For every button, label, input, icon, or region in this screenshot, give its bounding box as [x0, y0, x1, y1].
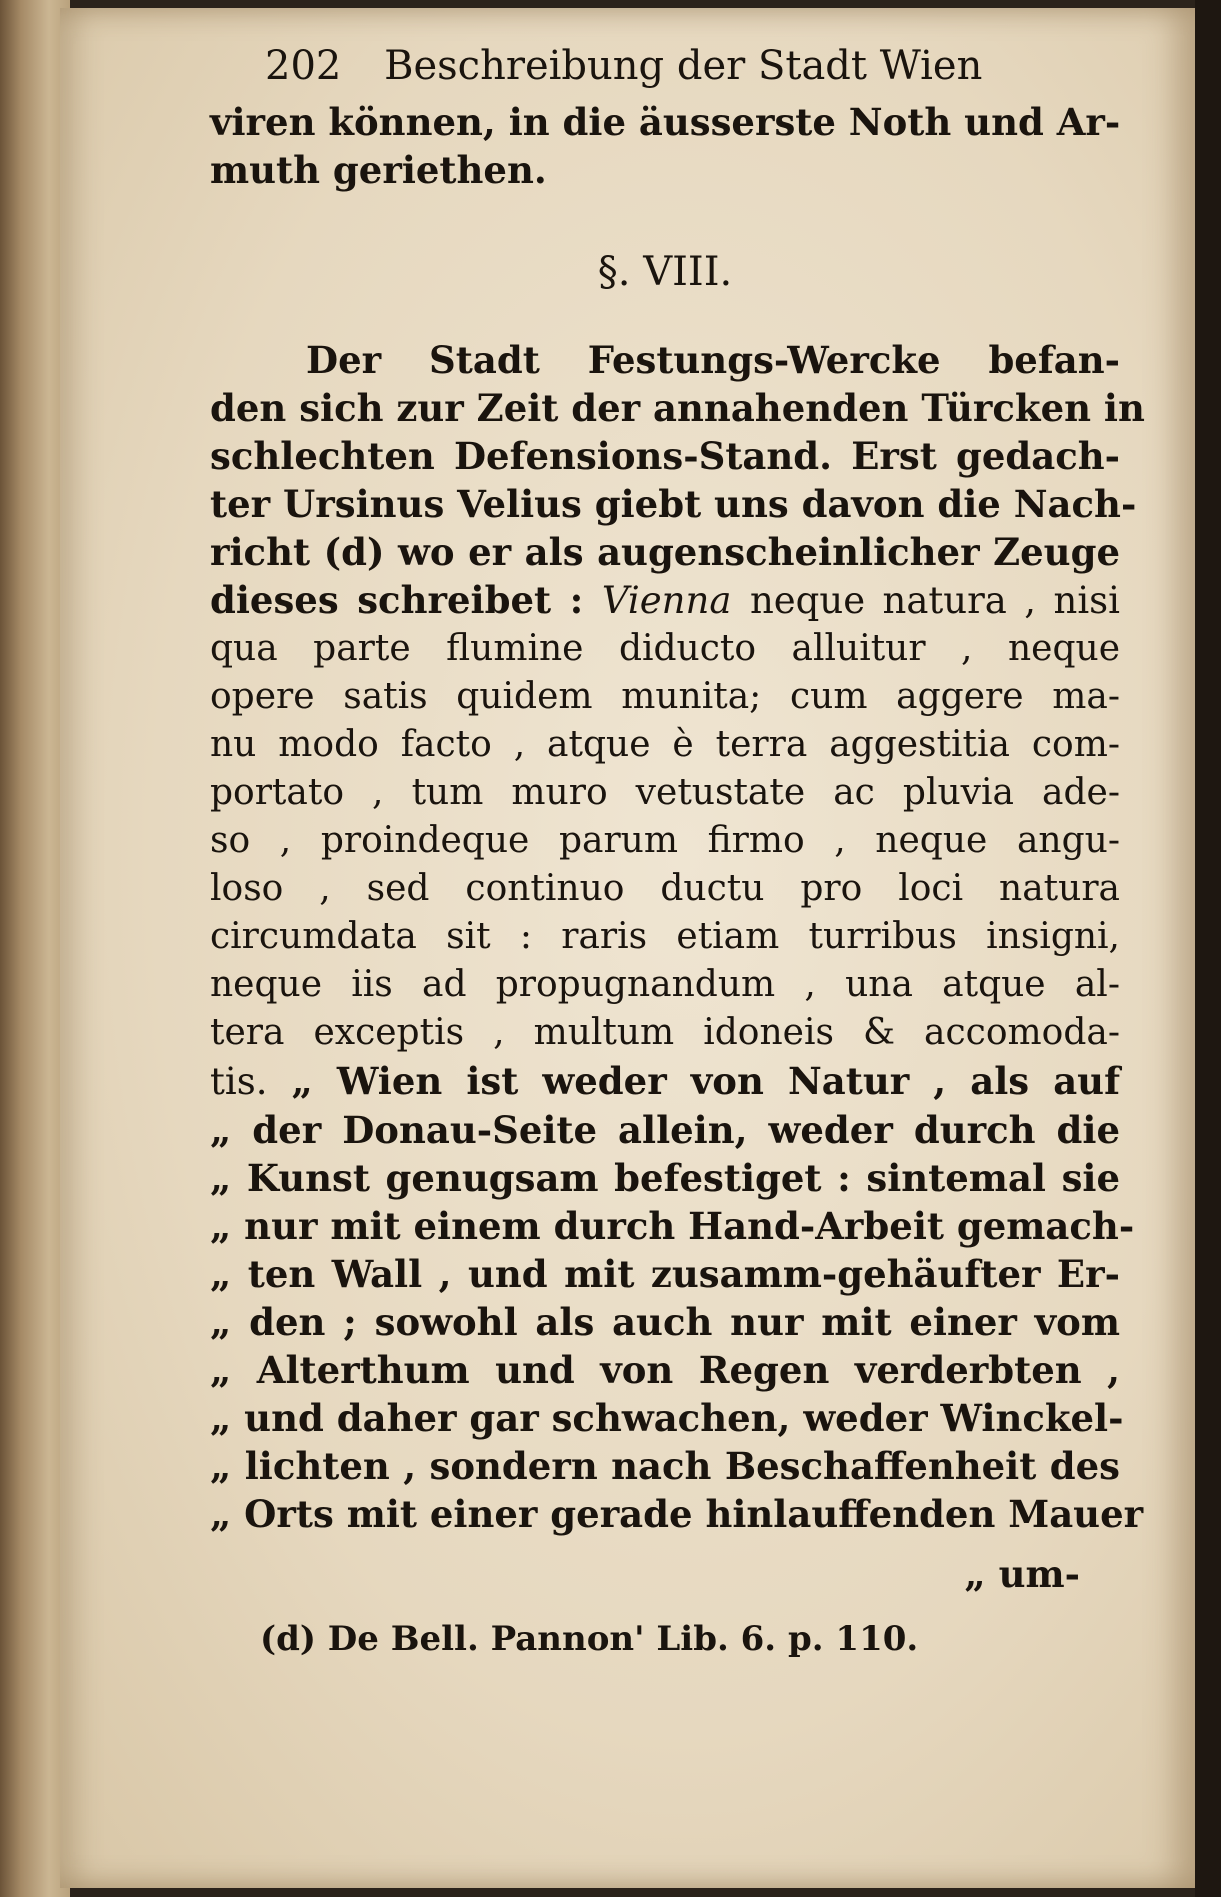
quote-line: „ ten Wall , und mit zusamm-gehäufter Er-	[210, 1252, 1120, 1296]
text-line: schlechten Defensions-Stand. Erst gedach-	[210, 434, 1120, 478]
latin-line: loso , sed continuo ductu pro loci natura	[210, 868, 1120, 909]
quote-line: „ nur mit einem durch Hand-Arbeit gemach-	[210, 1204, 1135, 1248]
latin-line: opere satis quidem munita; cum aggere ma-	[210, 676, 1120, 717]
german-fragment: dieses schreibet :	[210, 578, 584, 622]
quote-line: „ den ; sowohl als auch nur mit einer vom	[210, 1300, 1120, 1344]
german-fragment: „ Wien ist weder von Natur , als auf	[291, 1059, 1120, 1103]
running-header	[210, 40, 1120, 92]
quote-line: „ Alterthum und von Regen verderbten ,	[210, 1348, 1120, 1392]
quote-line: „ Kunst genugsam befestiget : sintemal sie	[210, 1156, 1120, 1200]
text-line: den sich zur Zeit der annahenden Türcken in	[210, 386, 1145, 430]
latin-line: qua parte flumine diducto alluitur , neque	[210, 628, 1120, 669]
latin-italic-word: Vienna	[601, 579, 732, 622]
catchword: „ um-	[964, 1552, 1080, 1596]
text-line: Der Stadt Festungs-Wercke befan-	[306, 338, 1120, 382]
latin-line: tera exceptis , multum idoneis & accomoda-	[210, 1012, 1120, 1053]
section-heading: §. VIII.	[597, 249, 733, 295]
latin-fragment: neque natura , nisi	[749, 579, 1120, 622]
quote-line: „ Orts mit einer gerade hinlauffenden Mauer	[210, 1492, 1144, 1536]
text-line: viren können, in die äusserste Noth und Ar-	[210, 100, 1121, 144]
running-title: Beschreibung der Stadt Wien	[384, 43, 983, 89]
latin-line: circumdata sit : raris etiam turribus insigni,	[210, 916, 1120, 957]
quote-line: „ der Donau-Seite allein, weder durch die	[210, 1108, 1120, 1152]
latin-line: so , proindeque parum firmo , neque angu-	[210, 820, 1120, 861]
text-line: muth geriethen.	[210, 148, 547, 192]
text-line: richt (d) wo er als augenscheinlicher Zeuge	[210, 530, 1120, 574]
footnote: (d) De Bell. Pannon' Lib. 6. p. 110.	[260, 1619, 919, 1659]
latin-line: nu modo facto , atque è terra aggestitia com-	[210, 724, 1120, 765]
latin-fragment: tis.	[210, 1060, 268, 1103]
text-line	[210, 576, 1120, 625]
page-text	[210, 40, 1145, 1664]
quote-line: „ und daher gar schwachen, weder Winckel-	[210, 1396, 1124, 1440]
latin-line: portato , tum muro vetustate ac pluvia ade-	[210, 772, 1120, 813]
quote-line: „ lichten , sondern nach Beschaffenheit des	[210, 1444, 1120, 1488]
book-right-edge	[1195, 0, 1221, 1897]
latin-line: neque iis ad propugnandum , una atque al-	[210, 964, 1120, 1005]
text-line: ter Ursinus Velius giebt uns davon die Nach-	[210, 482, 1137, 526]
text-line	[210, 1057, 1120, 1106]
page-number: 202	[265, 43, 342, 89]
